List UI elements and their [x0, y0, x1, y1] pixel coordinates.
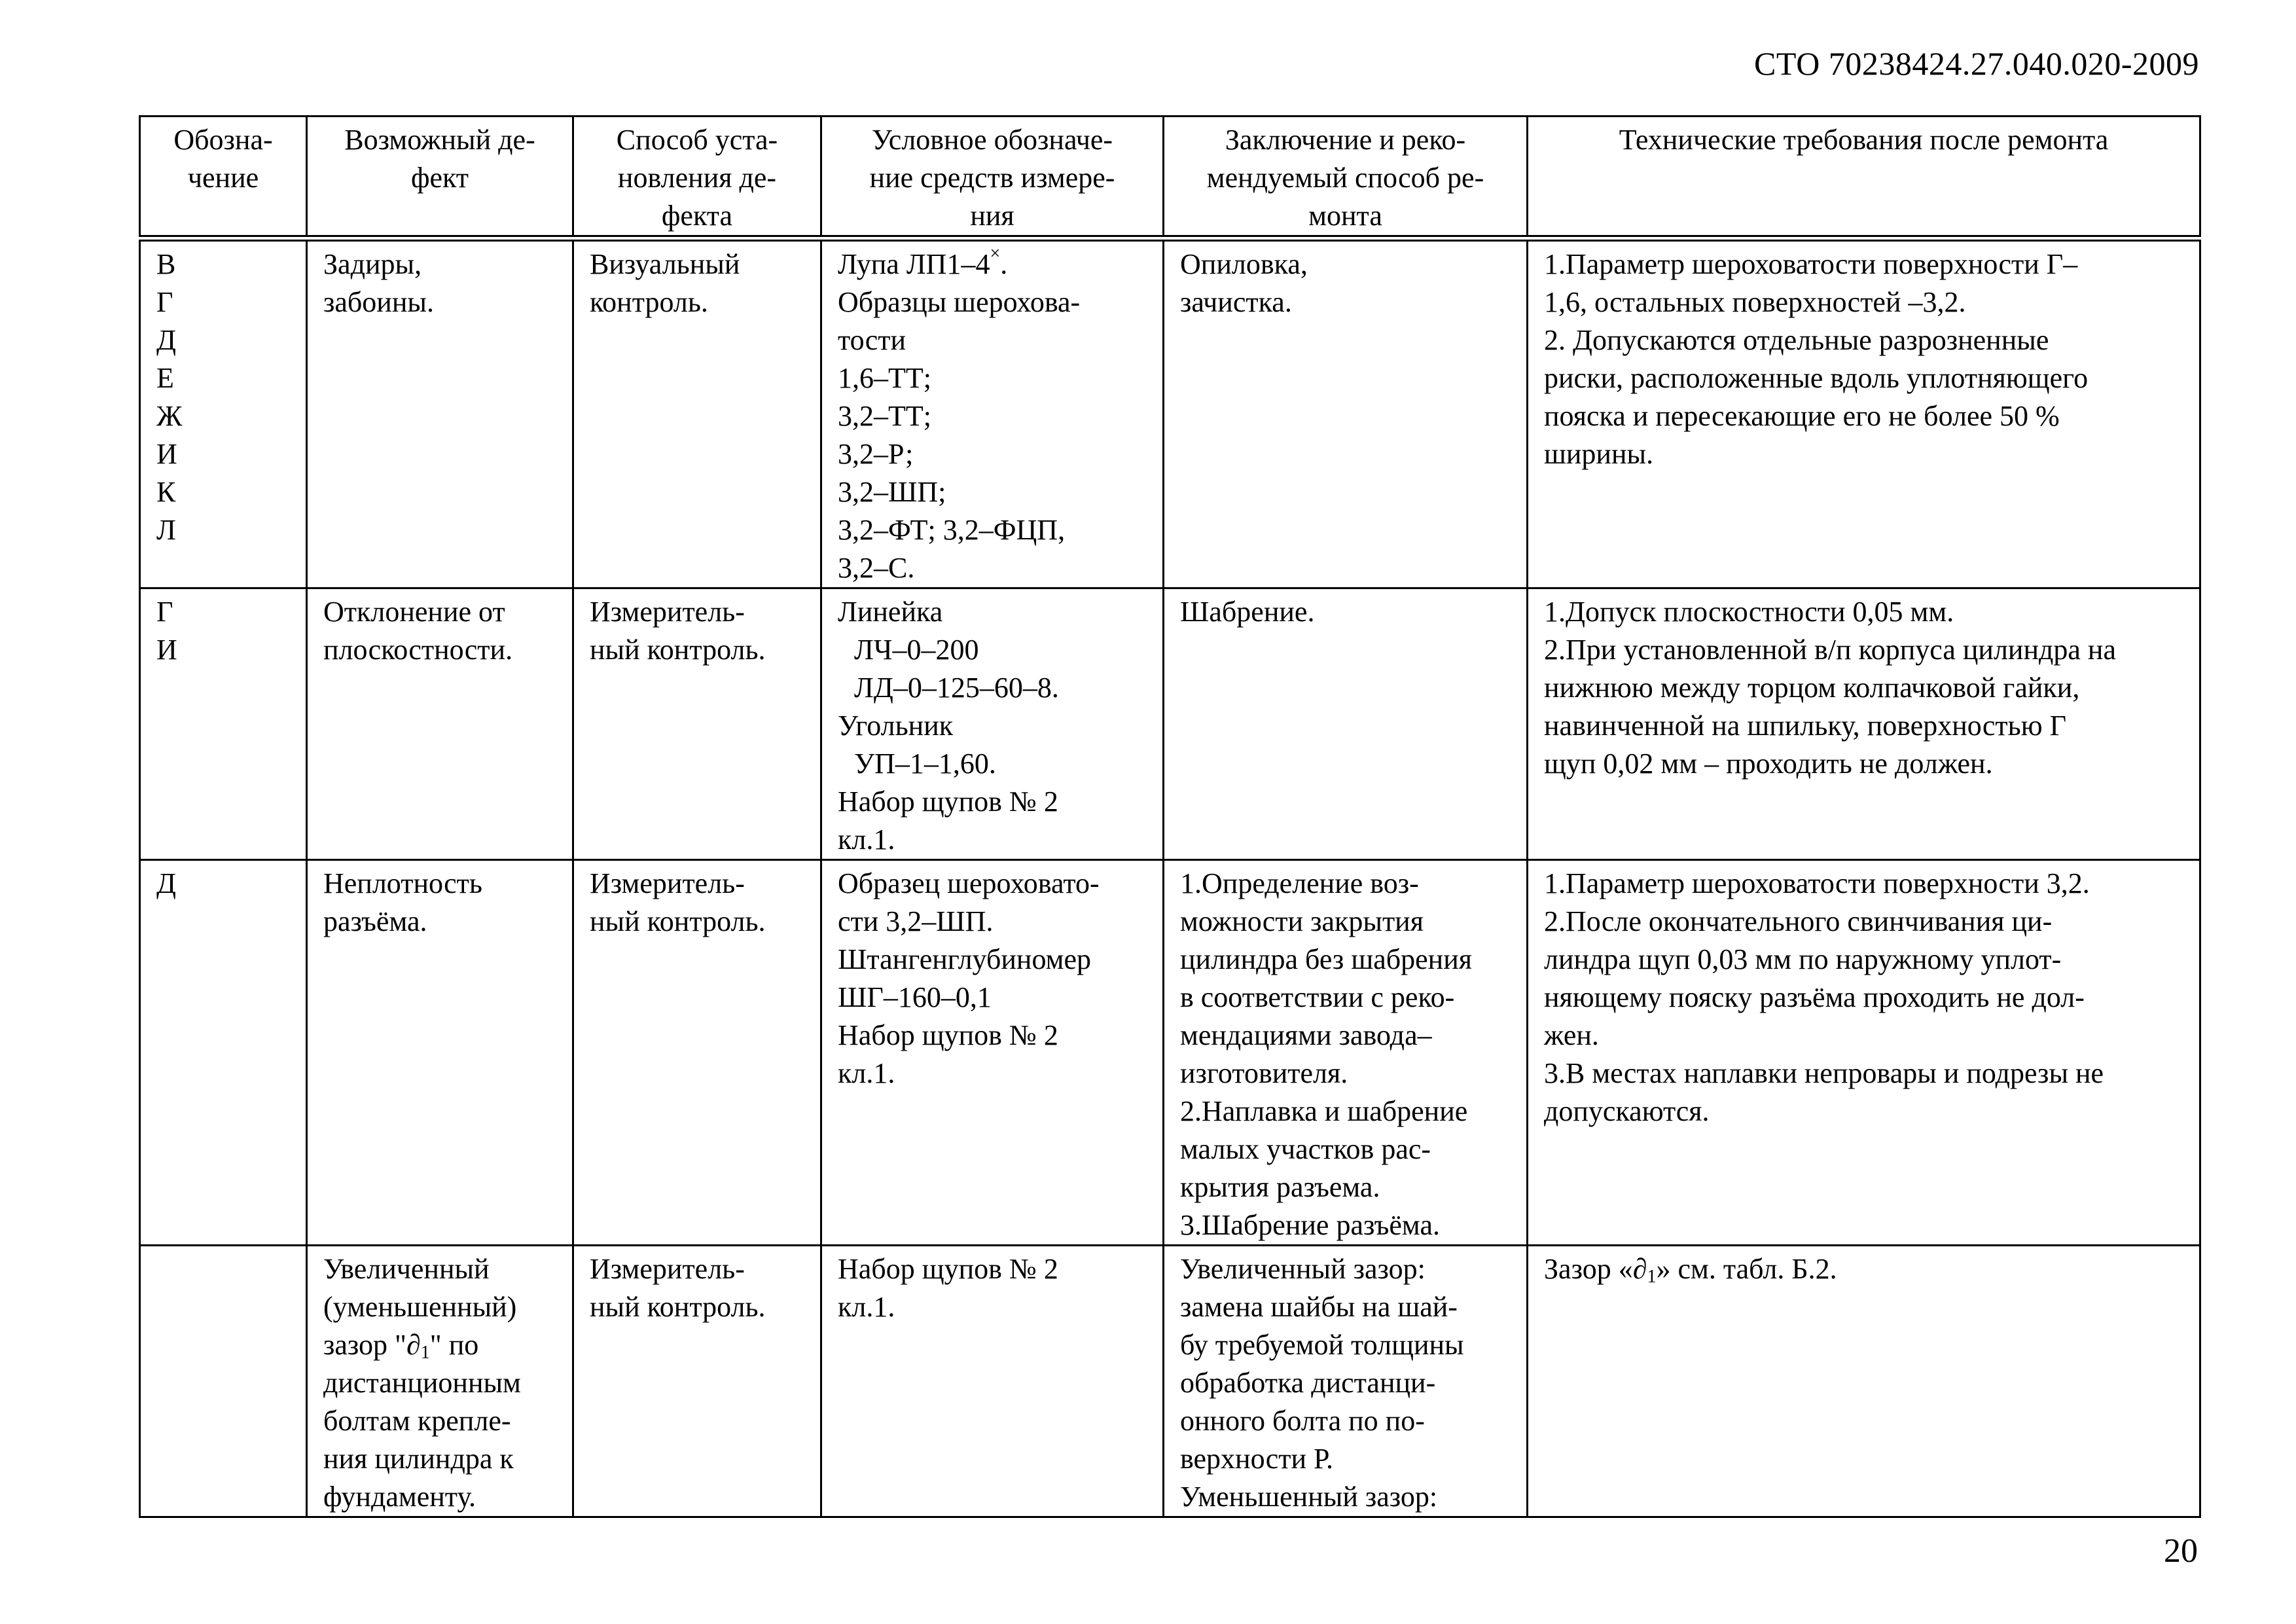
defects-table: [139, 115, 2201, 1518]
header-detection-method: Способ уста- новления де- фекта: [573, 117, 821, 239]
cell-designation: В Г Д Е Ж И К Л: [140, 238, 307, 588]
table-row: [140, 860, 2200, 1246]
cell-designation: [140, 1246, 307, 1517]
header-possible-defect: Возможный де- фект: [307, 117, 573, 239]
cell-method: Измеритель- ный контроль.: [573, 1246, 821, 1517]
cell-designation: Д: [140, 860, 307, 1246]
cell-method: Измеритель- ный контроль.: [573, 588, 821, 860]
cell-defect: Неплотность разъёма.: [307, 860, 573, 1246]
header-measuring-tools: Условное обозначе- ние средств измере- ния: [821, 117, 1164, 239]
page-number: 20: [2164, 1532, 2198, 1570]
cell-requirements: 1.Параметр шероховатости поверхности 3,2. 2.После окончательного свинчивания ци- линдра щуп 0,03 мм по наружному уплот- няющему пояску разъёма проходить не дол- жен. 3.В местах наплавки непровары и подрезы не допускаются.: [1528, 860, 2200, 1246]
cell-tools: Линейка ЛЧ–0–200 ЛД–0–125–60–8. Угольник УП–1–1,60. Набор щупов № 2 кл.1.: [821, 588, 1164, 860]
table-row: [140, 1246, 2200, 1517]
table-row: [140, 238, 2200, 588]
cell-conclusion: Опиловка, зачистка.: [1164, 238, 1528, 588]
cell-defect: Отклонение от плоскостности.: [307, 588, 573, 860]
header-technical-requirements: Технические требования после ремонта: [1528, 117, 2200, 239]
cell-method: Измеритель- ный контроль.: [573, 860, 821, 1246]
cell-defect: Увеличенный (уменьшенный) зазор "$\partial_1$" по дистанционным болтам крепле- ния цилиндра к фундаменту.: [307, 1246, 573, 1517]
table-row: [140, 588, 2200, 860]
cell-designation: Г И: [140, 588, 307, 860]
gap-index: 1: [1647, 1267, 1657, 1287]
gap-symbol: ∂: [1632, 1253, 1647, 1285]
cell-tools: Набор щупов № 2 кл.1.: [821, 1246, 1164, 1517]
cell-requirements: 1.Параметр шероховатости поверхности Г– 1,6, остальных поверхностей –3,2. 2. Допускаются отдельные разрозненные риски, расположенные вдоль уплотняющего пояска и пересекающие его не более 50 % ширины.: [1528, 238, 2200, 588]
superscript-mark: ×: [990, 244, 1001, 264]
cell-method: Визуальный контроль.: [573, 238, 821, 588]
cell-tools: Лупа ЛП1–4×. Образцы шерохова- тости 1,6–ТТ; 3,2–ТТ; 3,2–Р; 3,2–ШП; 3,2–ФТ; 3,2–ФЦП, 3,2–С.: [821, 238, 1164, 588]
cell-requirements: Зазор «$\partial_1$» см. табл. Б.2.: [1528, 1246, 2200, 1517]
header-designation: Обозна- чение: [140, 117, 307, 239]
gap-symbol: ∂: [406, 1329, 421, 1361]
document-code: СТО 70238424.27.040.020-2009: [1754, 45, 2199, 82]
cell-requirements: 1.Допуск плоскостности 0,05 мм. 2.При установленной в/п корпуса цилиндра на нижнюю между торцом колпачковой гайки, навинченной на шпильку, поверхностью Г щуп 0,02 мм – проходить не должен.: [1528, 588, 2200, 860]
gap-index: 1: [420, 1343, 430, 1363]
cell-tools: Образец шероховато- сти 3,2–ШП. Штангенглубиномер ШГ–160–0,1 Набор щупов № 2 кл.1.: [821, 860, 1164, 1246]
cell-conclusion: Увеличенный зазор: замена шайбы на шай- бу требуемой толщины обработка дистанци- онного болта по по- верхности Р. Уменьшенный зазор:: [1164, 1246, 1528, 1517]
cell-defect: Задиры, забоины.: [307, 238, 573, 588]
cell-conclusion: 1.Определение воз- можности закрытия цилиндра без шабрения в соответствии с реко- мендациями завода– изготовителя. 2.Наплавка и шабрение малых участков рас- крытия разъема. 3.Шабрение разъёма.: [1164, 860, 1528, 1246]
cell-conclusion: Шабрение.: [1164, 588, 1528, 860]
header-conclusion: Заключение и реко- мендуемый способ ре- монта: [1164, 117, 1528, 239]
table-header-row: [140, 117, 2200, 239]
